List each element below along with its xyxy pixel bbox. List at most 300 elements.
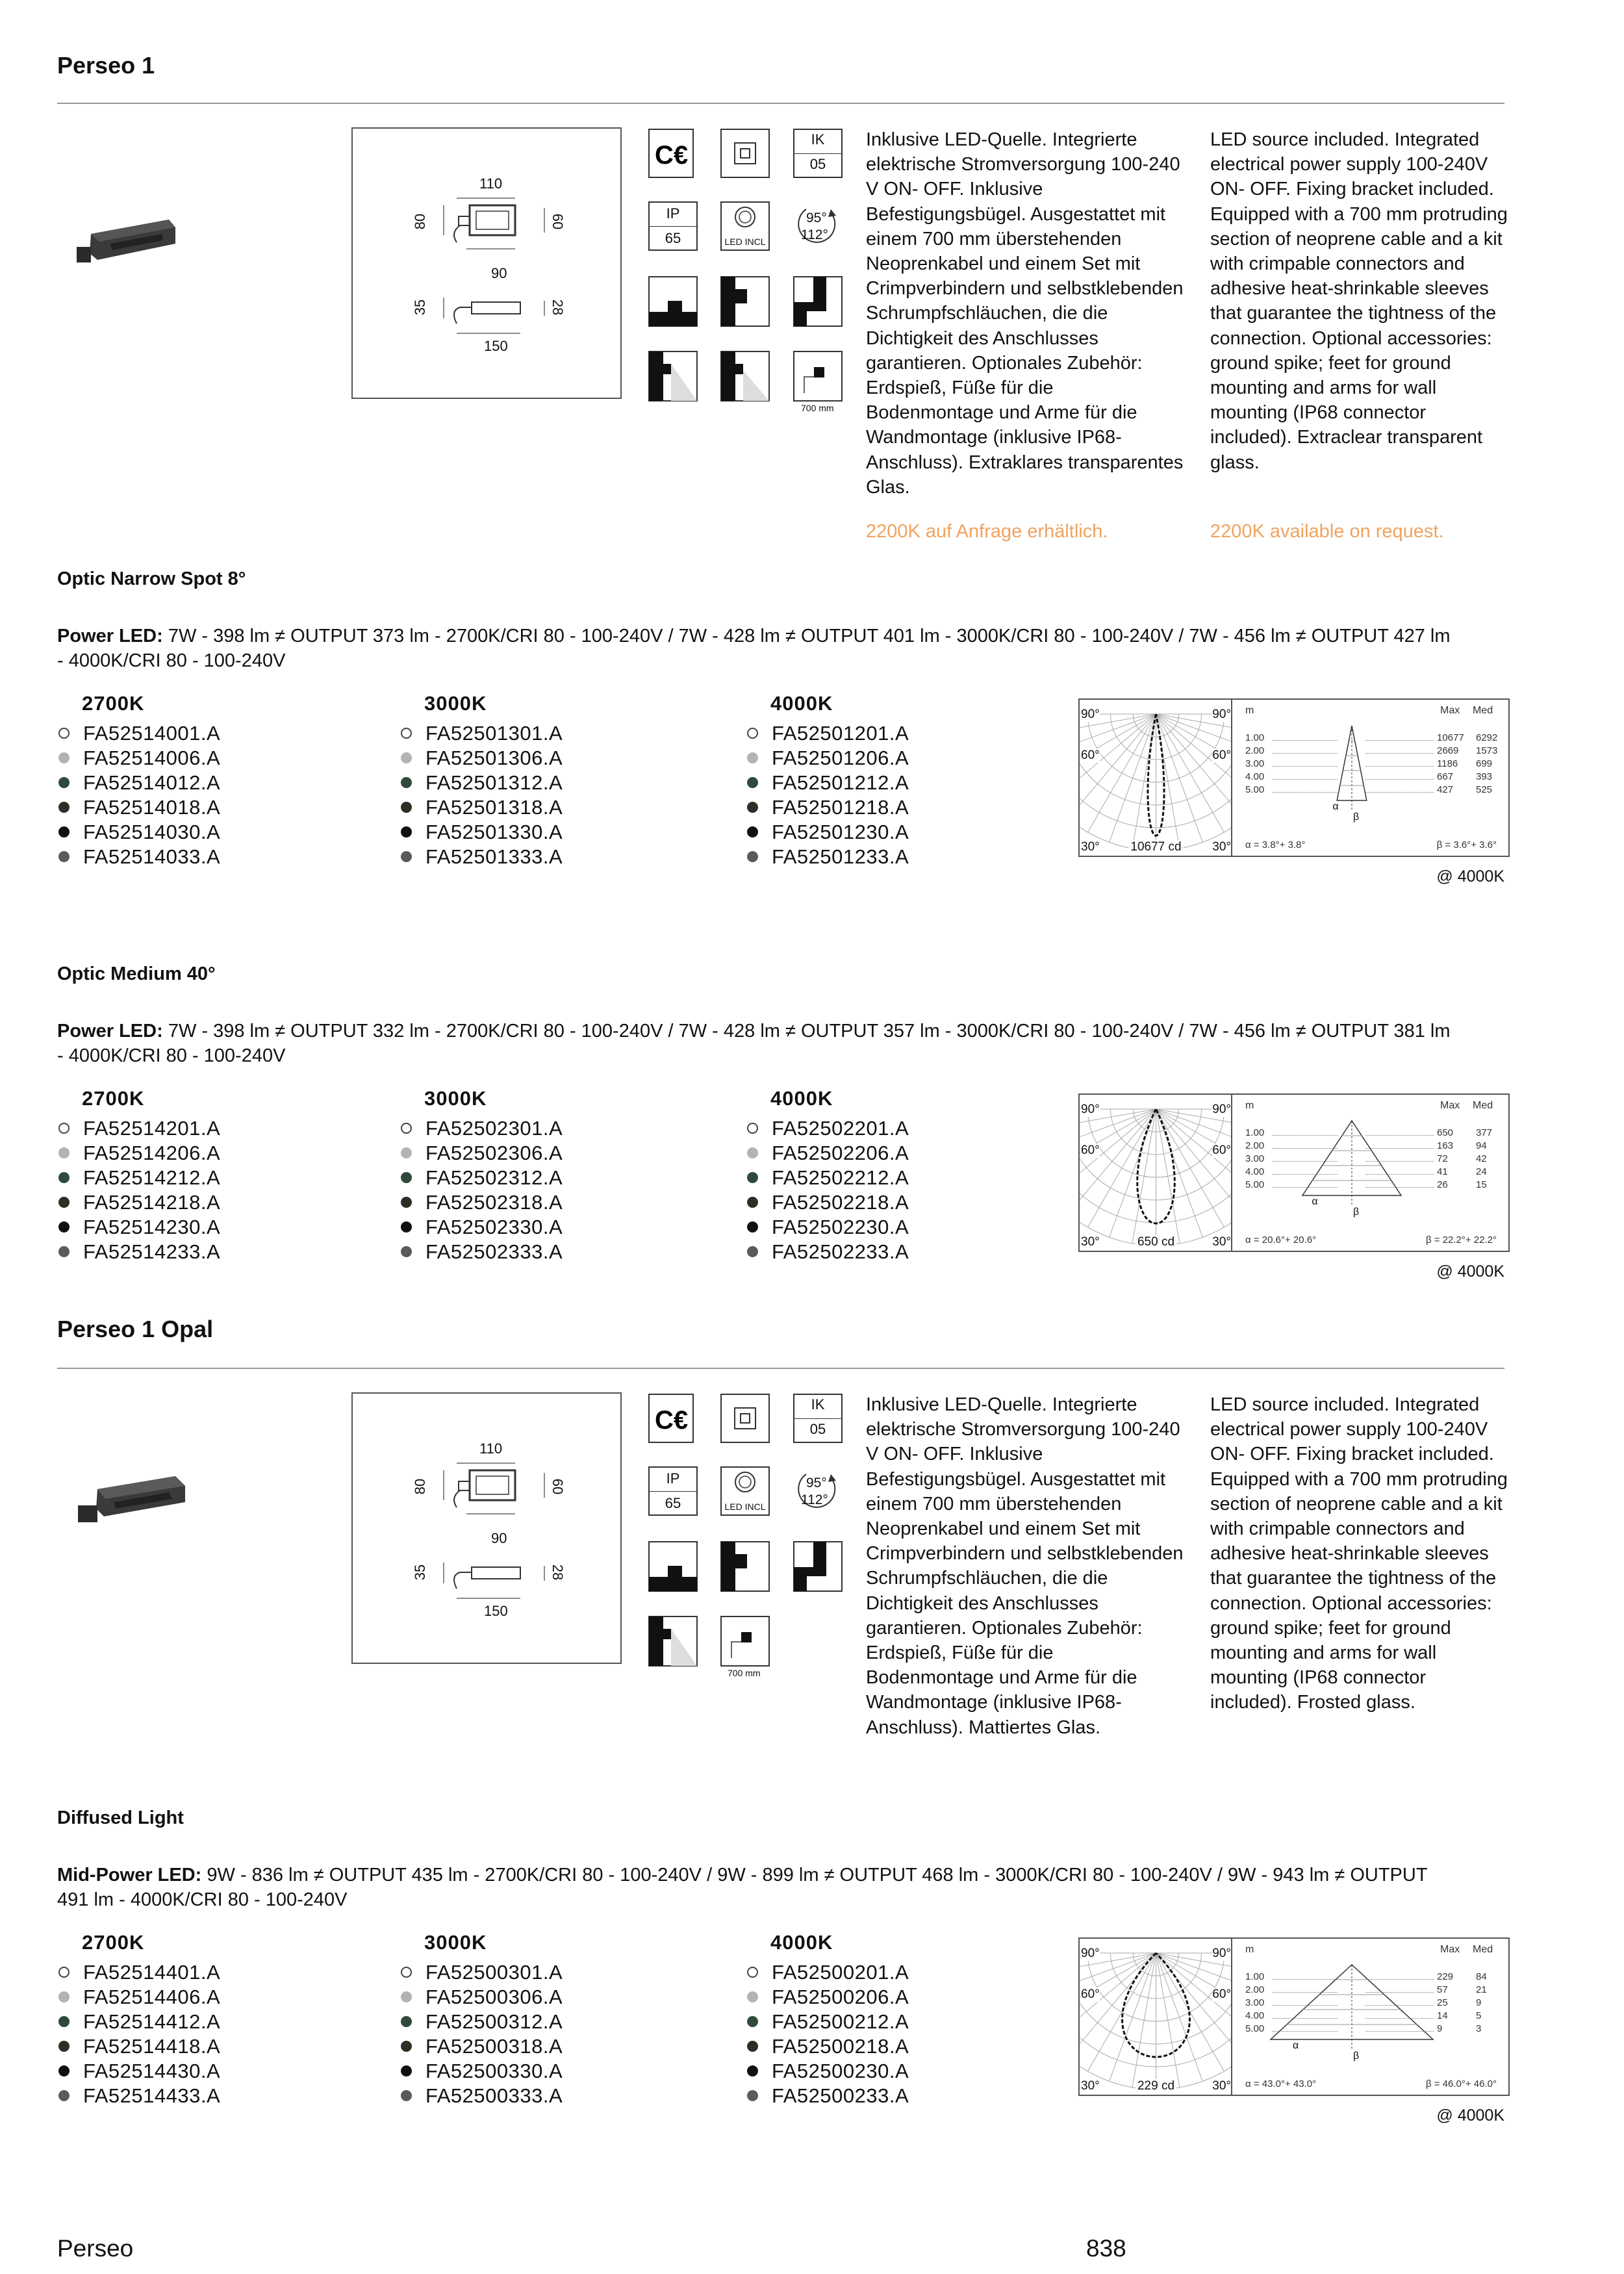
med-lux: 1573 [1476,745,1498,756]
max-lux: 163 [1437,1140,1454,1151]
article-code-list [400,1116,563,1264]
med-header: Med [1473,1944,1493,1955]
class3-icon [720,129,770,178]
polar-angle-label: 90° [1081,1103,1100,1116]
finish-color-swatch [747,752,758,763]
measurement-temp-note: @ 4000K [1436,867,1504,886]
article-code [400,746,563,771]
dim-height-4: 28 [550,299,566,316]
article-code [57,2084,220,2108]
article-code-text: FA52502306.A [425,1142,563,1164]
optic-title: Optic Narrow Spot 8° [57,568,246,589]
divider [57,103,1504,104]
article-code-list [746,1960,909,2108]
dotted-leader [1273,1992,1338,1993]
dim-height-4: 28 [550,1564,566,1581]
distance-value: 2.00 [1245,1140,1265,1151]
power-led-specs: 7W - 398 lm ≠ OUTPUT 332 lm - 2700K/CRI 80 - 100-240V / 7W - 428 lm ≠ OUTPUT 357 lm - 3000K/CRI 80 - 100-240V / 7W - 456 lm ≠ OUTPUT 381 lm - 4000K/CRI 80 - 100-240V [57,1021,1451,1066]
max-lux: 229 [1437,1971,1454,1982]
finish-color-swatch [401,1991,412,2002]
article-code-text: FA52514230.A [83,1216,221,1238]
max-lux: 2669 [1437,745,1459,756]
divider [57,1368,1504,1369]
polar-max-intensity: 10677 cd [1080,840,1232,854]
article-code [746,746,909,771]
distance-value: 1.00 [1245,732,1265,743]
article-code-text: FA52501330.A [425,821,563,843]
article-code-text: FA52514401.A [83,1961,221,1984]
article-code [57,820,220,845]
availability-note-de: 2200K auf Anfrage erhältlich. [866,521,1108,542]
illuminance-table [1231,1093,1510,1252]
dotted-leader [1273,1148,1338,1149]
dotted-leader [1273,1187,1338,1188]
distance-value: 5.00 [1245,2023,1265,2034]
polar-angle-label: 30° [1212,840,1231,854]
distance-value: 2.00 [1245,1984,1265,1995]
dotted-leader [1365,740,1434,741]
article-code [57,795,220,820]
polar-diagram [1078,1093,1234,1252]
article-code [400,1215,563,1240]
med-lux: 94 [1476,1140,1487,1151]
finish-color-swatch [401,728,412,739]
description-en: LED source included. Integrated electrical power supply 100-240V ON- OFF. Fixing bracket included. Equipped with a 700 mm protruding section of neoprene cable and a kit with crimpable connectors and adhesive heat-shrinkable sleeves that guarantee the tightness of the connection. Optional accessories: ground spike; feet for ground mounting and arms for wall mounting (IP68 connector included). Frosted glass. [1210,1394,1508,1713]
power-led-label: Power LED: [57,626,163,646]
illuminance-table [1231,1937,1510,2096]
article-code-list [746,721,909,869]
max-lux: 650 [1437,1127,1454,1138]
finish-color-swatch [747,1221,758,1233]
article-code [57,746,220,771]
alpha-angle: α = 3.8°+ 3.8° [1245,839,1306,850]
article-code [746,771,909,795]
color-temp-header: 4000K [770,1087,833,1110]
dotted-leader [1273,766,1338,767]
article-code [57,2059,220,2084]
med-lux: 525 [1476,784,1493,795]
power-led-line [57,624,1460,673]
distance-value: 3.00 [1245,1997,1265,2008]
class3-icon [720,1394,770,1443]
article-code [746,1985,909,2010]
polar-angle-label: 30° [1081,840,1100,854]
led-included-label: LED INCL [724,236,766,247]
article-code-text: FA52514018.A [83,796,221,819]
article-code-text: FA52501233.A [772,845,909,868]
med-lux: 699 [1476,758,1493,769]
dim-width-2: 150 [484,338,508,354]
finish-color-swatch [401,802,412,813]
med-lux: 21 [1476,1984,1487,1995]
dotted-leader [1365,2005,1434,2006]
article-code-text: FA52500301.A [425,1961,563,1984]
article-code-text: FA52514430.A [83,2060,221,2082]
distance-value: 5.00 [1245,784,1265,795]
finish-color-swatch [747,1991,758,2002]
article-code [57,1215,220,1240]
finish-color-swatch [401,826,412,837]
finish-color-swatch [747,777,758,788]
article-code [400,2059,563,2084]
dotted-leader [1365,1148,1434,1149]
article-code-list [57,1960,220,2108]
article-code-text: FA52514233.A [83,1240,221,1263]
page-number: 838 [1086,2235,1126,2262]
max-lux: 41 [1437,1166,1448,1177]
article-code-text: FA52514418.A [83,2035,221,2058]
max-lux: 10677 [1437,732,1464,743]
article-code [400,1985,563,2010]
ip-rating-icon [648,1466,698,1516]
dotted-leader [1273,2031,1338,2032]
alpha-symbol: α [1332,801,1339,812]
finish-color-swatch [747,1197,758,1208]
article-code-text: FA52500206.A [772,1986,909,2008]
finish-color-swatch [58,2016,70,2027]
article-code [746,721,909,746]
article-code [400,1141,563,1166]
alpha-angle: α = 20.6°+ 20.6° [1245,1234,1317,1246]
dotted-leader [1365,766,1434,767]
finish-color-swatch [401,851,412,862]
article-code [746,1215,909,1240]
article-code-text: FA52500318.A [425,2035,563,2058]
article-code-text: FA52514212.A [83,1166,221,1189]
article-code-text: FA52501212.A [772,771,909,794]
article-code [57,1166,220,1190]
article-code-text: FA52514030.A [83,821,221,843]
article-code-text: FA52500230.A [772,2060,909,2082]
optic-title: Diffused Light [57,1808,184,1828]
article-code [57,2010,220,2034]
dotted-leader [1365,1135,1434,1136]
finish-color-swatch [58,752,70,763]
polar-angle-label: 90° [1212,708,1231,721]
polar-max-intensity: 650 cd [1080,1235,1232,1249]
finish-color-swatch [747,826,758,837]
distance-value: 1.00 [1245,1127,1265,1138]
finish-color-swatch [58,2090,70,2101]
med-lux: 15 [1476,1179,1487,1190]
illuminance-table [1231,698,1510,857]
article-code [400,2034,563,2059]
polar-angle-label: 60° [1212,1987,1231,2001]
article-code [746,795,909,820]
rotation-value-2: 112° [801,227,828,242]
polar-max-intensity: 229 cd [1080,2079,1232,2093]
polar-angle-label: 60° [1081,748,1100,762]
description-en: LED source included. Integrated electrical power supply 100-240V ON- OFF. Fixing bracket included. Equipped with a 700 mm protruding section of neoprene cable and a kit with crimpable connectors and adhesive heat-shrinkable sleeves that guarantee the tightness of the connection. Optional accessories: ground spike; feet for ground mounting and arms for wall mounting (IP68 connector included). Extraclear transparent glass. [1210,129,1508,473]
color-temp-header: 2700K [82,692,145,715]
dotted-leader [1365,2018,1434,2019]
article-code [400,771,563,795]
article-code-text: FA52514201.A [83,1117,221,1140]
article-code-text: FA52514012.A [83,771,221,794]
article-code-text: FA52502201.A [772,1117,909,1140]
article-code [57,1141,220,1166]
polar-angle-label: 90° [1212,1947,1231,1960]
polar-angle-label: 30° [1212,2079,1231,2093]
distance-header: m [1245,1944,1254,1955]
polar-angle-label: 30° [1212,1235,1231,1249]
beta-symbol: β [1353,2050,1360,2062]
max-header: Max [1440,1944,1460,1955]
color-temp-header: 2700K [82,1087,145,1110]
finish-color-swatch [401,1172,412,1183]
distance-value: 3.00 [1245,758,1265,769]
article-code-text: FA52502312.A [425,1166,563,1189]
article-code [746,845,909,869]
beta-symbol: β [1353,811,1360,823]
led-included-icon [720,1466,770,1516]
med-lux: 3 [1476,2023,1482,2034]
article-code [746,2034,909,2059]
article-code [746,1960,909,1985]
finish-color-swatch [58,802,70,813]
article-code-list [400,721,563,869]
distance-header: m [1245,705,1254,716]
rotation-icon [793,201,843,251]
ik-rating-icon [793,1394,843,1443]
med-lux: 84 [1476,1971,1487,1982]
dotted-leader [1273,2005,1338,2006]
finish-color-swatch [401,777,412,788]
dotted-leader [1273,1979,1338,1980]
dotted-leader [1273,1135,1338,1136]
dim-height-2: 60 [550,213,566,230]
polar-angle-label: 30° [1081,2079,1100,2093]
dotted-leader [1273,753,1338,754]
svg-text:C€: C€ [655,1406,689,1435]
ik-value: 05 [809,156,826,172]
dotted-leader [1365,1161,1434,1162]
article-code-text: FA52502318.A [425,1191,563,1214]
finish-color-swatch [401,2090,412,2101]
optic-title: Optic Medium 40° [57,964,216,984]
svg-text:C€: C€ [655,141,689,170]
article-code [57,1240,220,1264]
finish-color-swatch [58,1967,70,1978]
max-lux: 72 [1437,1153,1448,1164]
article-code-text: FA52500312.A [425,2010,563,2033]
article-code [400,820,563,845]
dotted-leader [1273,792,1338,793]
distance-value: 4.00 [1245,1166,1265,1177]
finish-color-swatch [58,1221,70,1233]
article-code [746,2084,909,2108]
dotted-leader [1273,740,1338,741]
dim-height-2: 60 [550,1478,566,1495]
dim-depth: 90 [491,265,507,281]
alpha-symbol: α [1293,2040,1299,2051]
article-code-text: FA52501312.A [425,771,563,794]
med-header: Med [1473,1100,1493,1111]
finish-color-swatch [58,826,70,837]
finish-color-swatch [401,2065,412,2076]
max-header: Max [1440,705,1460,716]
article-code-text: FA52500330.A [425,2060,563,2082]
ce-mark-icon [648,1394,694,1443]
polar-angle-label: 90° [1212,1103,1231,1116]
article-code [57,2034,220,2059]
dim-height: 80 [412,213,429,230]
med-header: Med [1473,705,1493,716]
polar-angle-label: 60° [1212,748,1231,762]
polar-angle-label: 60° [1212,1143,1231,1157]
color-temp-header: 4000K [770,1931,833,1954]
article-code [57,1985,220,2010]
power-led-line [57,1863,1460,1912]
article-code [400,721,563,746]
article-code-text: FA52502212.A [772,1166,909,1189]
color-temp-header: 2700K [82,1931,145,1954]
article-code-list [57,721,220,869]
article-code [746,1141,909,1166]
article-code-text: FA52514206.A [83,1142,221,1164]
article-code [746,820,909,845]
article-code [400,2010,563,2034]
article-code-text: FA52501318.A [425,796,563,819]
finish-color-swatch [401,1123,412,1134]
finish-color-swatch [401,2016,412,2027]
max-lux: 25 [1437,1997,1448,2008]
distance-value: 1.00 [1245,1971,1265,1982]
max-lux: 9 [1437,2023,1443,2034]
dotted-leader [1273,2018,1338,2019]
article-code-text: FA52502301.A [425,1117,563,1140]
finish-color-swatch [747,1172,758,1183]
power-led-specs: 9W - 836 lm ≠ OUTPUT 435 lm - 2700K/CRI 80 - 100-240V / 9W - 899 lm ≠ OUTPUT 468 lm - 3000K/CRI 80 - 100-240V / 9W - 943 lm ≠ OUTPUT 491 lm - 4000K/CRI 80 - 100-240V [57,1865,1428,1910]
dim-height-3: 35 [412,299,429,316]
ce-mark-icon [648,129,694,178]
med-lux: 42 [1476,1153,1487,1164]
article-code-text: FA52501301.A [425,722,563,745]
polar-angle-label: 60° [1081,1143,1100,1157]
dim-width: 110 [479,175,503,192]
footer-product-name: Perseo [57,2235,134,2262]
article-code [746,1116,909,1141]
alpha-symbol: α [1312,1196,1318,1207]
section-title: Perseo 1 [57,52,155,79]
article-code [746,1240,909,1264]
med-lux: 9 [1476,1997,1482,2008]
dim-height: 80 [412,1478,429,1495]
dimension-drawing-opal [351,1392,622,1664]
power-led-line [57,1019,1460,1068]
description-de: Inklusive LED-Quelle. Integrierte elektrische Stromversorgung 100-240 V ON- OFF. Inklusive Befestigungsbügel. Ausgestattet mit einem 700 mm überstehenden Neoprenkabel und einem Set mit Crimpverbindern und selbstklebenden Schrumpfschläuchen, die die Dichtigkeit des Anschlusses garantieren. Optionales Zubehör: Erdspieß, Füße für die Bodenmontage und Arme für die Wandmontage (inklusive IP68-Anschluss). Extraklares transparentes Glas. [866,129,1184,498]
article-code-text: FA52514001.A [83,722,221,745]
finish-color-swatch [58,1246,70,1257]
article-code-list [57,1116,220,1264]
led-included-icon [720,201,770,251]
finish-color-swatch [747,2090,758,2101]
ik-label: IK [811,1396,825,1412]
color-temp-header: 4000K [770,692,833,715]
article-code [746,2059,909,2084]
alpha-angle: α = 43.0°+ 43.0° [1245,2078,1317,2089]
finish-color-swatch [747,2041,758,2052]
dimension-drawing [351,127,622,399]
section-title-opal: Perseo 1 Opal [57,1316,214,1342]
article-code [57,1190,220,1215]
product-image-opal [71,1470,195,1541]
article-code-text: FA52500201.A [772,1961,909,1984]
article-code-text: FA52514412.A [83,2010,221,2033]
dim-height-3: 35 [412,1564,429,1581]
article-code [400,795,563,820]
polar-angle-label: 30° [1081,1235,1100,1249]
dotted-leader [1365,792,1434,793]
article-code-list [746,1116,909,1264]
article-code [57,845,220,869]
distance-value: 3.00 [1245,1153,1265,1164]
article-code [400,2084,563,2108]
article-code [57,721,220,746]
finish-color-swatch [58,1991,70,2002]
rotation-value-1: 95° [806,211,827,225]
led-included-label: LED INCL [724,1501,766,1512]
finish-color-swatch [58,1197,70,1208]
finish-color-swatch [58,1172,70,1183]
article-code-text: FA52500218.A [772,2035,909,2058]
polar-angle-label: 60° [1081,1987,1100,2001]
rotation-value-1: 95° [806,1476,827,1490]
max-lux: 26 [1437,1179,1448,1190]
finish-color-swatch [58,1123,70,1134]
article-code-text: FA52514406.A [83,1986,221,2008]
dotted-leader [1365,1187,1434,1188]
article-code [400,1240,563,1264]
finish-color-swatch [747,1123,758,1134]
article-code [400,1190,563,1215]
finish-color-swatch [401,1967,412,1978]
beta-angle: β = 46.0°+ 46.0° [1425,2078,1497,2089]
finish-color-swatch [747,1967,758,1978]
distance-value: 4.00 [1245,771,1265,782]
finish-color-swatch [401,752,412,763]
article-code [746,1166,909,1190]
mounting-icons-row-2 [648,1616,772,1668]
article-code [57,1116,220,1141]
article-code-text: FA52501333.A [425,845,563,868]
med-lux: 5 [1476,2010,1482,2021]
mounting-icons-row-1 [648,276,843,328]
article-code-text: FA52502206.A [772,1142,909,1164]
cable-length-label: 700 mm [728,1668,761,1678]
article-code [400,1960,563,1985]
rotation-icon [793,1466,843,1516]
dotted-leader [1365,779,1434,780]
description-de: Inklusive LED-Quelle. Integrierte elektrische Stromversorgung 100-240 V ON- OFF. Inklusive Befestigungsbügel. Ausgestattet mit einem 700 mm überstehenden Neoprenkabel und einem Set mit Crimpverbindern und selbstklebenden Schrumpfschläuchen, die die Dichtigkeit des Anschlusses garantieren. Optionales Zubehör: Erdspieß, Füße für die Bodenmontage und Arme für die Wandmontage (inklusive IP68-Anschluss). Mattiertes Glas. [866,1394,1184,1738]
mounting-icons-row-2 [648,351,843,403]
article-code-text: FA52501306.A [425,747,563,769]
distance-value: 4.00 [1245,2010,1265,2021]
med-lux: 377 [1476,1127,1493,1138]
power-led-label: Mid-Power LED: [57,1865,202,1885]
med-lux: 24 [1476,1166,1487,1177]
finish-color-swatch [401,2041,412,2052]
article-code [400,845,563,869]
max-lux: 1186 [1437,758,1458,769]
article-code-text: FA52514433.A [83,2084,221,2107]
article-code [57,1960,220,1985]
finish-color-swatch [747,2065,758,2076]
article-code-text: FA52501206.A [772,747,909,769]
article-code-text: FA52500212.A [772,2010,909,2033]
polar-diagram [1078,698,1234,857]
article-code-text: FA52514218.A [83,1191,221,1214]
